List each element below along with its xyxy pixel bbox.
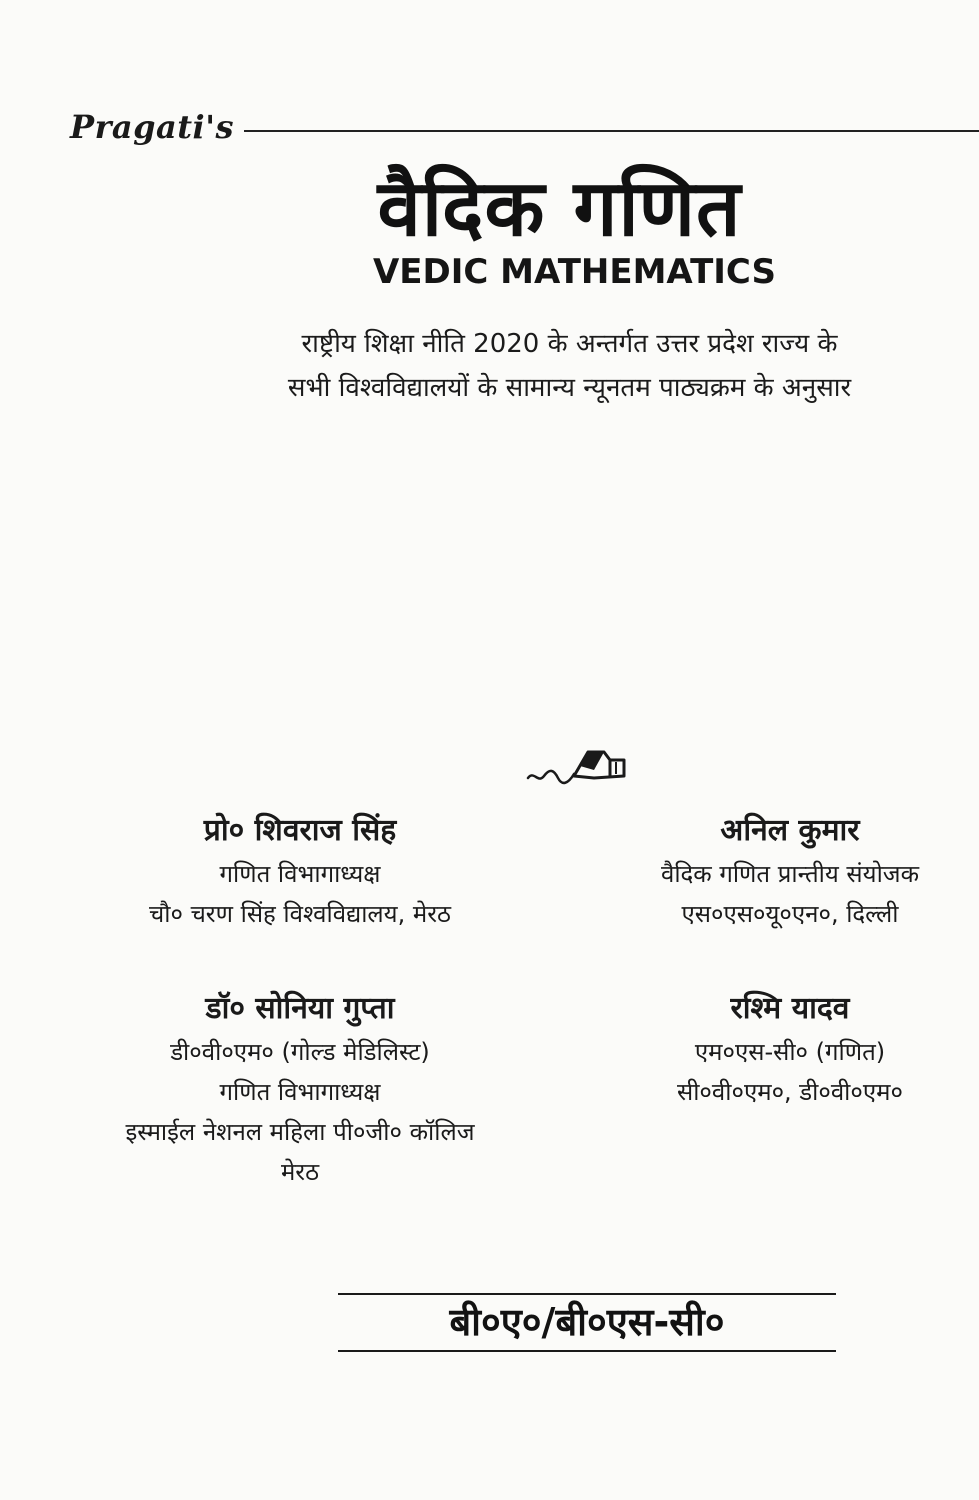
author-designation: गणित विभागाध्यक्ष — [219, 1078, 381, 1106]
publisher-brand: Pragati's — [70, 108, 235, 146]
author-city: मेरठ — [280, 1158, 320, 1186]
author-shivraj-singh — [100, 808, 500, 934]
writing-pen-icon — [524, 740, 634, 792]
book-subtitle — [0, 322, 979, 410]
author-designation: वैदिक गणित प्रान्तीय संयोजक — [660, 860, 920, 888]
book-title-english: VEDIC MATHEMATICS — [372, 252, 776, 292]
course-label: बी०ए०/बी०एस-सी० — [449, 1300, 725, 1344]
author-affiliation: इस्माईल नेशनल महिला पी०जी० कॉलिज — [125, 1118, 475, 1146]
book-title-hindi: वैदिक गणित — [377, 164, 742, 254]
author-affiliation: एस०एस०यू०एन०, दिल्ली — [681, 900, 899, 928]
author-qualification: डी०वी०एम० (गोल्ड मेडिलिस्ट) — [170, 1038, 430, 1066]
author-affiliation: चौ० चरण सिंह विश्वविद्यालय, मेरठ — [149, 900, 451, 928]
author-rashmi-yadav — [590, 986, 979, 1112]
author-anil-kumar — [590, 808, 979, 934]
subtitle-line-2: सभी विश्वविद्यालयों के सामान्य न्यूनतम पाठ्यक्रम के अनुसार — [287, 373, 852, 403]
subtitle-line-1: राष्ट्रीय शिक्षा नीति 2020 के अन्तर्गत उत्तर प्रदेश राज्य के — [301, 329, 838, 359]
author-name: रश्मि यादव — [730, 991, 850, 1026]
author-qualification: एम०एस-सी० (गणित) — [694, 1038, 886, 1066]
author-designation: गणित विभागाध्यक्ष — [219, 860, 381, 888]
author-name: डॉ० सोनिया गुप्ता — [205, 991, 395, 1026]
course-rule-top — [338, 1293, 836, 1295]
author-certification: सी०वी०एम०, डी०वी०एम० — [676, 1078, 903, 1106]
author-sonia-gupta — [90, 986, 510, 1192]
brand-rule — [244, 130, 979, 132]
author-name: प्रो० शिवराज सिंह — [203, 813, 397, 848]
author-name: अनिल कुमार — [720, 813, 860, 848]
course-rule-bottom — [338, 1350, 836, 1352]
